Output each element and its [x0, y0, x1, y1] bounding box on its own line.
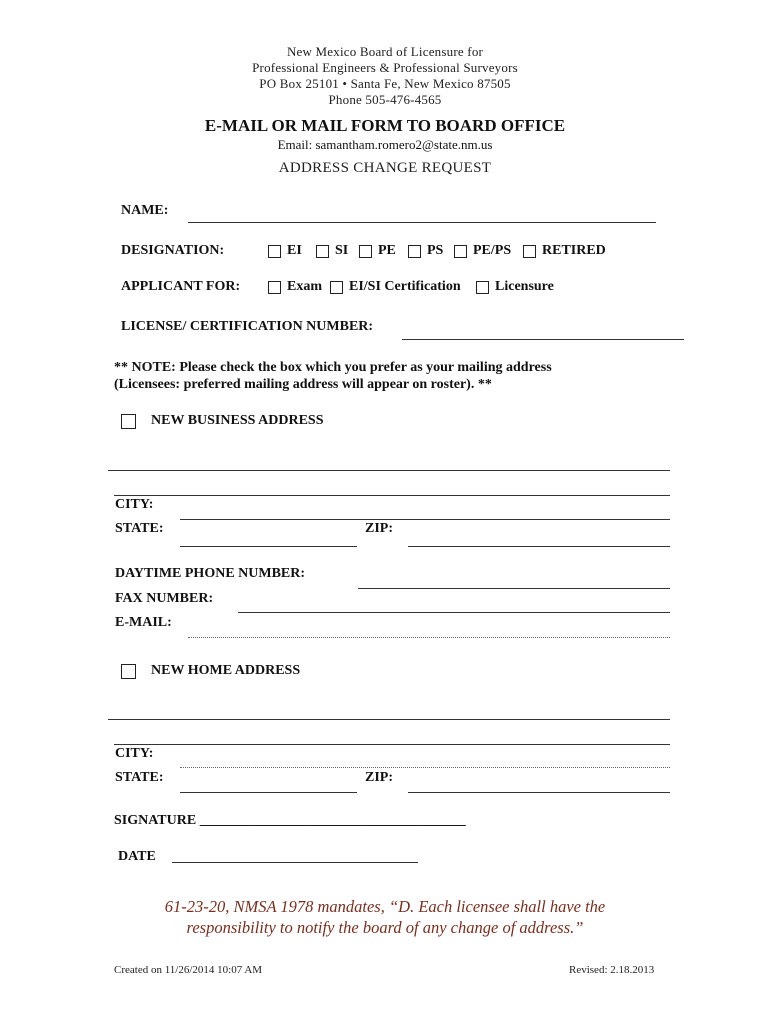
designation-retired-checkbox[interactable]: RETIRED — [523, 243, 606, 259]
home-address-heading: NEW HOME ADDRESS — [151, 663, 301, 678]
business-city-label: CITY: — [115, 497, 154, 512]
phone-label: DAYTIME PHONE NUMBER: — [115, 566, 306, 581]
name-label: NAME: — [121, 203, 169, 218]
business-state-field[interactable] — [180, 546, 357, 547]
name-field[interactable] — [188, 222, 656, 223]
home-address-line2[interactable] — [114, 744, 670, 745]
business-city-field[interactable] — [180, 519, 670, 520]
designation-pe-checkbox[interactable]: PE — [359, 243, 396, 259]
business-zip-field[interactable] — [408, 546, 670, 547]
checkbox-icon — [268, 281, 281, 294]
business-zip-label: ZIP: — [365, 521, 393, 536]
license-number-field[interactable] — [402, 339, 684, 340]
fax-label: FAX NUMBER: — [115, 591, 214, 606]
applicant-label: APPLICANT FOR: — [121, 279, 241, 294]
checkbox-icon — [359, 245, 372, 258]
home-state-label: STATE: — [115, 770, 164, 785]
note-line2: (Licensees: preferred mailing address will appear on roster). ** — [114, 377, 492, 392]
fax-field[interactable] — [238, 612, 670, 613]
signature-label: SIGNATURE ______________________________________ — [114, 813, 466, 828]
checkbox-icon — [316, 245, 329, 258]
home-zip-field[interactable] — [408, 792, 670, 793]
checkbox-icon — [408, 245, 421, 258]
checkbox-icon — [454, 245, 467, 258]
date-field[interactable] — [172, 862, 418, 863]
applicant-eisi-checkbox[interactable]: EI/SI Certification — [330, 279, 461, 295]
checkbox-icon — [330, 281, 343, 294]
applicant-licensure-checkbox[interactable]: Licensure — [476, 279, 554, 295]
home-city-field[interactable] — [180, 767, 670, 768]
form-email: Email: samantham.romero2@state.nm.us — [277, 137, 493, 152]
designation-ei-checkbox[interactable]: EI — [268, 243, 302, 259]
phone-field[interactable] — [358, 588, 670, 589]
board-phone: Phone 505-476-4565 — [328, 92, 442, 107]
license-label: LICENSE/ CERTIFICATION NUMBER: — [121, 319, 374, 334]
revised-date: Revised: 2.18.2013 — [569, 964, 655, 976]
business-address-checkbox[interactable] — [121, 414, 136, 429]
designation-ps-checkbox[interactable]: PS — [408, 243, 443, 259]
designation-si-checkbox[interactable]: SI — [316, 243, 348, 259]
form-subtitle: ADDRESS CHANGE REQUEST — [278, 160, 492, 176]
business-address-line1[interactable] — [108, 470, 670, 471]
designation-label: DESIGNATION: — [121, 243, 225, 258]
checkbox-icon — [476, 281, 489, 294]
home-address-line1[interactable] — [108, 719, 670, 720]
checkbox-icon — [523, 245, 536, 258]
business-address-heading: NEW BUSINESS ADDRESS — [151, 413, 324, 428]
business-address-line2[interactable] — [114, 495, 670, 496]
applicant-exam-checkbox[interactable]: Exam — [268, 279, 322, 295]
statute-quote-line2: responsibility to notify the board of any change of address.” — [186, 918, 584, 937]
statute-quote-line1: 61-23-20, NMSA 1978 mandates, “D. Each licensee shall have the — [164, 897, 606, 916]
date-label: DATE — [118, 849, 156, 864]
home-address-checkbox[interactable] — [121, 664, 136, 679]
created-timestamp: Created on 11/26/2014 10:07 AM — [114, 964, 263, 976]
designation-peps-checkbox[interactable]: PE/PS — [454, 243, 511, 259]
board-address: PO Box 25101 • Santa Fe, New Mexico 87505 — [259, 76, 511, 91]
home-city-label: CITY: — [115, 746, 154, 761]
form-title: E-MAIL OR MAIL FORM TO BOARD OFFICE — [204, 116, 566, 135]
home-state-field[interactable] — [180, 792, 357, 793]
email-label: E-MAIL: — [115, 615, 172, 630]
email-field[interactable] — [188, 637, 670, 638]
business-state-label: STATE: — [115, 521, 164, 536]
board-name-line2: Professional Engineers & Professional Surveyors — [252, 60, 518, 75]
checkbox-icon — [268, 245, 281, 258]
home-zip-label: ZIP: — [365, 770, 393, 785]
board-name-line1: New Mexico Board of Licensure for — [286, 44, 484, 59]
note-line1: ** NOTE: Please check the box which you prefer as your mailing address — [114, 360, 552, 375]
